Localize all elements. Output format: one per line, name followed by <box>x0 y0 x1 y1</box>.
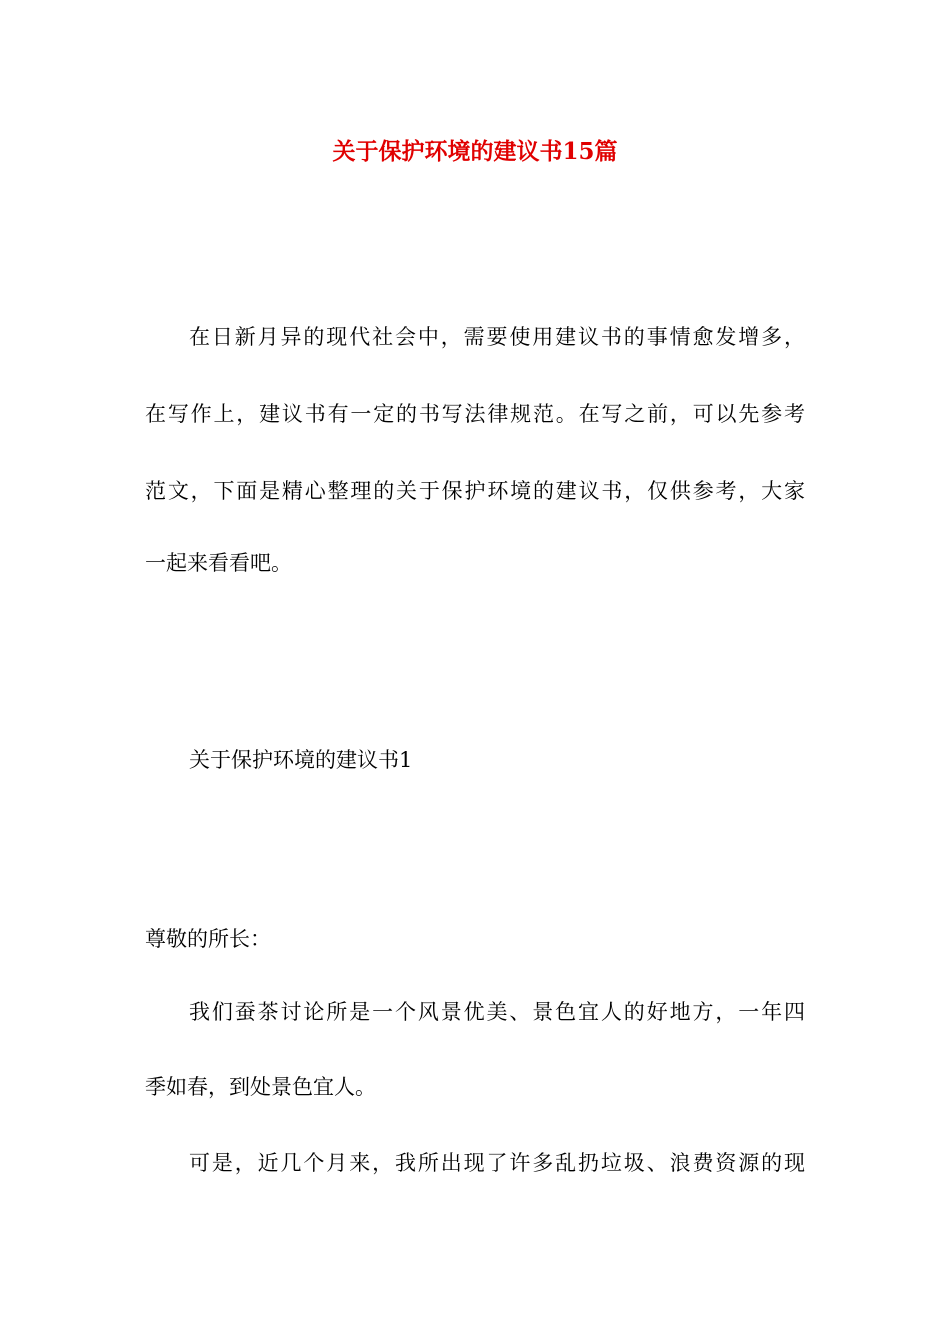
document-title: 关于保护环境的建议书15篇 <box>332 138 618 165</box>
body-line: 可是，近几个月来，我所出现了许多乱扔垃圾、浪费资源的现 <box>189 1151 805 1175</box>
intro-line: 在写作上，建议书有一定的书写法律规范。在写之前，可以先参考 <box>145 402 805 426</box>
body-line: 我们蚕茶讨论所是一个风景优美、景色宜人的好地方，一年四 <box>189 1000 805 1024</box>
intro-line: 范文，下面是精心整理的关于保护环境的建议书，仅供参考，大家 <box>145 479 805 503</box>
intro-line: 在日新月异的现代社会中，需要使用建议书的事情愈发增多， <box>189 325 805 349</box>
section-heading: 关于保护环境的建议书1 <box>189 748 413 772</box>
salutation: 尊敬的所长： <box>145 927 271 951</box>
body-line: 季如春，到处景色宜人。 <box>145 1075 376 1099</box>
intro-line: 一起来看看吧。 <box>145 551 292 575</box>
